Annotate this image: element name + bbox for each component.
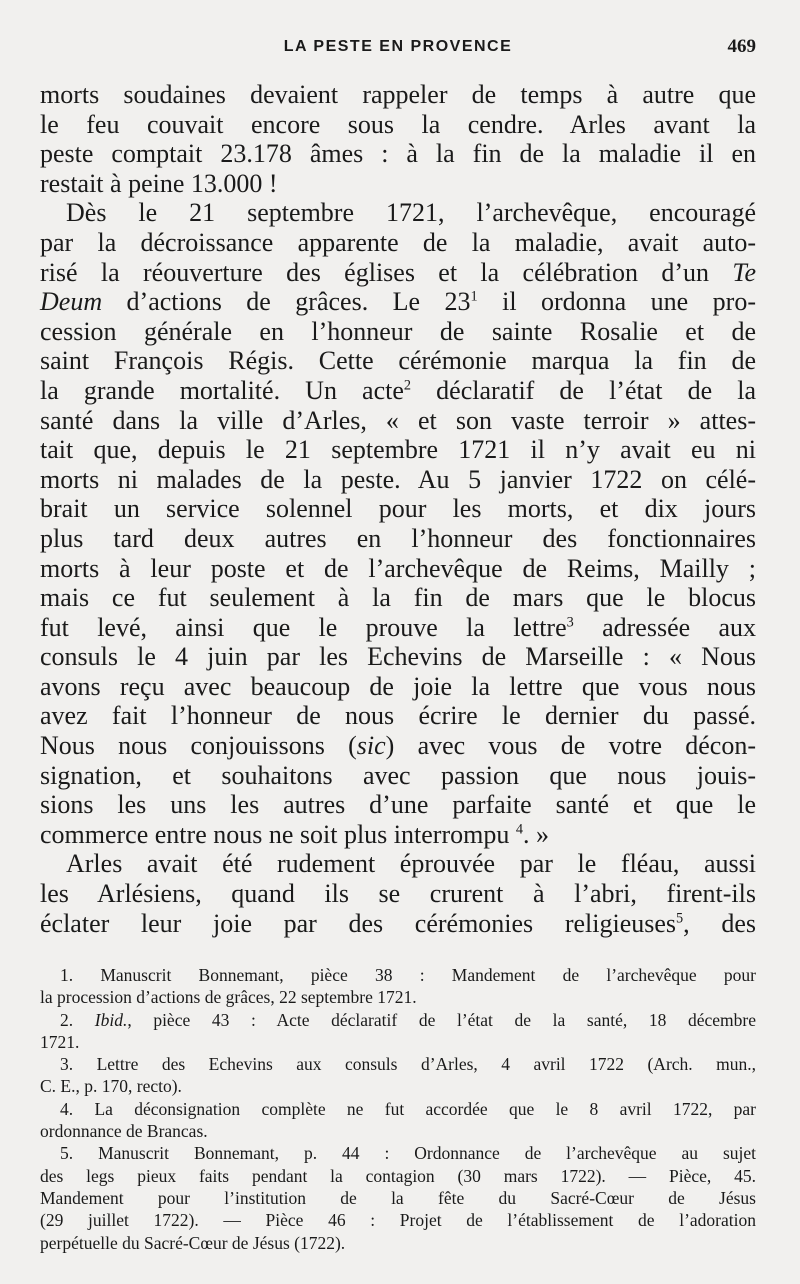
text-line: cession générale en l’honneur de sainte Rosalie et de <box>40 316 756 346</box>
text-line: commerce entre nous ne soit plus interrompu $^4$. » <box>40 819 549 849</box>
text-line: la grande mortalité. Un acte$^2$ déclaratif de l’état de la <box>40 375 756 405</box>
text-line: morts ni malades de la peste. Au 5 janvier 1722 on célé- <box>40 464 756 494</box>
footnote-line: la procession d’actions de grâces, 22 septembre 1721. <box>40 987 417 1008</box>
footnote-ref: 4 <box>515 821 523 838</box>
text-line: le feu couvait encore sous la cendre. Arles avant la <box>40 109 756 139</box>
text-line: tait que, depuis le 21 septembre 1721 il n’y avait eu ni <box>40 435 756 465</box>
text-line: risé la réouverture des églises et la célébration d’un Te <box>40 257 757 287</box>
footnote-ref: 2 <box>403 377 412 394</box>
footnote-line: C. E., p. 170, recto). <box>40 1076 182 1097</box>
footnote-ref: 3 <box>566 614 574 631</box>
footnote-line: 1. Manuscrit Bonnemant, pièce 38 : Mandement de l’archevêque pour <box>60 965 756 985</box>
footnote-line: Mandement pour l’institution de la fête du Sacré-Cœur de Jésus <box>40 1187 756 1208</box>
footnote-ref: 5 <box>676 909 684 926</box>
text-line: Deum d’actions de grâces. Le $23^1$ il ordonna une pro- <box>40 287 756 317</box>
italic-text: Deum <box>40 287 103 317</box>
text-line: éclater leur joie par des cérémonies religieuses$^5$, des <box>40 908 756 938</box>
text-line: sions les uns les autres d’une parfaite santé et que le <box>40 790 756 820</box>
text-line: les Arlésiens, quand ils se crurent à l’abri, firent-ils <box>40 879 756 909</box>
paragraph-start-line: Dès le 21 septembre 1721, l’archevêque, encouragé <box>66 198 756 228</box>
text-line: morts à leur poste et de l’archevêque de Reims, Mailly ; <box>40 553 756 583</box>
text-line: signation, et souhaitons avec passion que nous jouis- <box>40 760 756 790</box>
text-line: fut levé, ainsi que le prouve la lettre$^3$ adressée aux <box>40 612 756 642</box>
text-line: avez fait l’honneur de nous écrire le dernier du passé. <box>40 701 756 731</box>
italic-text: Ibid. <box>94 1009 128 1030</box>
page-header <box>40 36 756 62</box>
text-line: avons reçu avec beaucoup de joie la lettre que vous nous <box>40 671 756 701</box>
text-line: santé dans la ville d’Arles, « et son vaste terroir » attes- <box>40 405 756 435</box>
text-line: mais ce fut seulement à la fin de mars que le blocus <box>40 583 756 613</box>
footnotes <box>40 964 756 1254</box>
text-line: par la décroissance apparente de la maladie, avait auto- <box>40 227 756 257</box>
paragraph-start-line: Arles avait été rudement éprouvée par le fléau, aussi <box>66 849 756 879</box>
italic-text: sic <box>356 731 386 761</box>
footnote-line: ordonnance de Brancas. <box>40 1121 208 1142</box>
footnote-line: perpétuelle du Sacré-Cœur de Jésus (1722). <box>40 1232 346 1253</box>
footnote-line: 3. Lettre des Echevins aux consuls d’Arles, 4 avril 1722 (Arch. mun., <box>60 1054 756 1075</box>
text-line: saint François Régis. Cette cérémonie marqua la fin de <box>40 346 756 376</box>
text-line: peste comptait 23.178 âmes : à la fin de la maladie il en <box>40 139 756 169</box>
text-line: morts soudaines devaient rappeler de temps à autre que <box>40 80 756 109</box>
footnote-line: 1721. <box>40 1031 80 1052</box>
footnote-line: 5. Manuscrit Bonnemant, p. 44 : Ordonnance de l’archevêque au sujet <box>60 1143 756 1164</box>
running-head: LA PESTE EN PROVENCE <box>283 38 513 55</box>
text-line: restait à peine 13.000 ! <box>40 168 278 198</box>
footnote-line: des legs pieux faits pendant la contagion (30 mars 1722). — Pièce, 45. <box>40 1165 756 1186</box>
text-line: consuls le 4 juin par les Echevins de Marseille : « Nous <box>40 642 756 672</box>
main-text <box>40 80 756 938</box>
italic-text: Te <box>732 257 757 287</box>
footnote-ref: 1 <box>470 288 478 305</box>
page-number: 469 <box>727 36 756 57</box>
footnote-line: 2. Ibid., pièce 43 : Acte déclaratif de l’état de la santé, 18 décembre <box>60 1009 756 1030</box>
text-line: plus tard deux autres en l’honneur des fonctionnaires <box>40 523 756 553</box>
footnote-line: (29 juillet 1722). — Pièce 46 : Projet de l’établissement de l’adoration <box>40 1210 756 1231</box>
text-line: Nous nous conjouissons (sic) avec vous de votre décon- <box>40 731 756 761</box>
footnote-line: 4. La déconsignation complète ne fut accordée que le 8 avril 1722, par <box>60 1098 756 1119</box>
text-line: brait un service solennel pour les morts, et dix jours <box>40 494 756 524</box>
